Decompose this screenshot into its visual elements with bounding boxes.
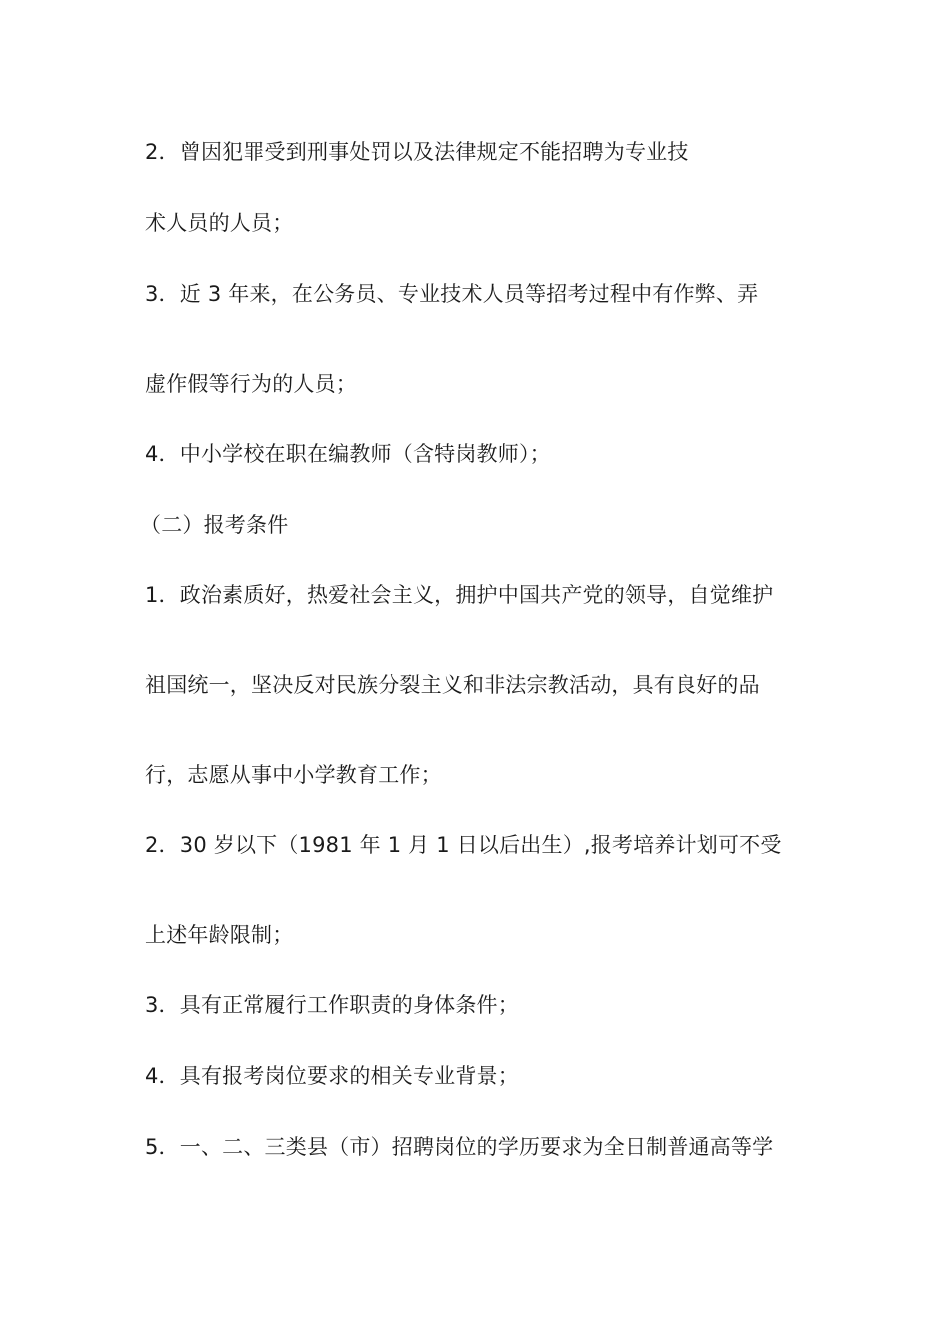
text-line: 行，志愿从事中小学教育工作； — [145, 763, 442, 787]
text-line: 术人员的人员； — [145, 211, 294, 235]
text-line: 3．近 3 年来，在公务员、专业技术人员等招考过程中有作弊、弄 — [145, 282, 759, 306]
text-line: 2．30 岁以下（1981 年 1 月 1 日以后出生）,报考培养计划可不受 — [145, 833, 782, 857]
text-line: 5．一、二、三类县（市）招聘岗位的学历要求为全日制普通高等学 — [145, 1135, 774, 1159]
text-line: 2．曾因犯罪受到刑事处罚以及法律规定不能招聘为专业技 — [145, 140, 689, 164]
text-line: 虚作假等行为的人员； — [145, 372, 357, 396]
text-line: 4．中小学校在职在编教师（含特岗教师）； — [145, 442, 551, 466]
text-line: 祖国统一，坚决反对民族分裂主义和非法宗教活动，具有良好的品 — [145, 673, 760, 697]
text-line: 3．具有正常履行工作职责的身体条件； — [145, 993, 519, 1017]
text-line: 1．政治素质好，热爱社会主义，拥护中国共产党的领导，自觉维护 — [145, 583, 774, 607]
text-line: 上述年龄限制； — [145, 923, 294, 947]
section-heading: （二）报考条件 — [140, 513, 289, 537]
text-line: 4．具有报考岗位要求的相关专业背景； — [145, 1064, 519, 1088]
